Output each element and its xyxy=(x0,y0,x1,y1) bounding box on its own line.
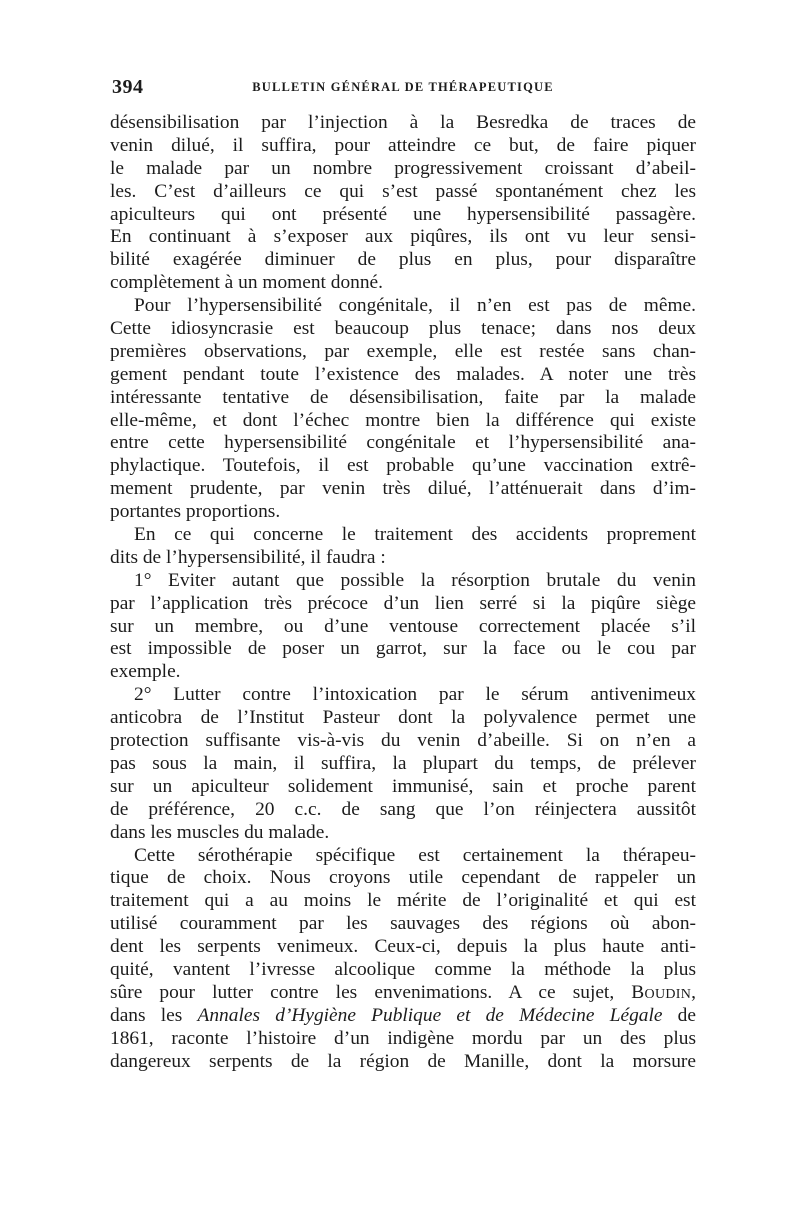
text-line: intéressante tentative de désensibilisation, faite par la malade xyxy=(110,386,696,408)
running-title: BULLETIN GÉNÉRAL DE THÉRAPEUTIQUE xyxy=(252,80,554,94)
text-line: utilisé couramment par les sauvages des régions où abon- xyxy=(110,913,696,935)
text-line: gement pendant toute l’existence des malades. A noter une très xyxy=(110,363,696,385)
text-line: Pour l’hypersensibilité congénitale, il n’en est pas de même. xyxy=(134,295,696,317)
text-line: sur un apiculteur solidement immunisé, sain et proche parent xyxy=(110,775,696,797)
text-line: complètement à un moment donné. xyxy=(110,272,384,294)
text-line: quité, vantent l’ivresse alcoolique comme la méthode la plus xyxy=(110,958,696,980)
line-text: de xyxy=(662,1004,696,1026)
body-text xyxy=(110,112,696,1073)
text-line: dent les serpents venimeux. Ceux-ci, depuis la plus haute anti- xyxy=(110,936,696,958)
text-line: Cette idiosyncrasie est beaucoup plus tenace; dans nos deux xyxy=(110,318,696,340)
journal-title: Annales d’Hygiène Publique et de Médecine Légale xyxy=(197,1004,663,1026)
text-line: les. C’est d’ailleurs ce qui s’est passé spontanément chez les xyxy=(110,180,696,202)
text-line-author xyxy=(110,982,696,1005)
text-line: apiculteurs qui ont présenté une hypersensibilité passagère. xyxy=(110,203,696,225)
line-text: dans les xyxy=(110,1004,198,1026)
author-name: Boudin xyxy=(631,981,692,1003)
page-header xyxy=(112,76,694,100)
text-line: 2° Lutter contre l’intoxication par le sérum antivenimeux xyxy=(134,684,696,706)
text-line: bilité exagérée diminuer de plus en plus, pour disparaître xyxy=(110,249,696,271)
text-line: protection suffisante vis-à-vis du venin d’abeille. Si on n’en a xyxy=(110,730,696,752)
text-line: exemple. xyxy=(110,661,181,683)
text-line: est impossible de poser un garrot, sur la face ou le cou par xyxy=(110,638,696,660)
text-line: désensibilisation par l’injection à la Besredka de traces de xyxy=(110,112,696,133)
text-line: anticobra de l’Institut Pasteur dont la polyvalence permet une xyxy=(110,707,696,729)
text-line: pas sous la main, il suffira, la plupart du temps, de prélever xyxy=(110,752,696,774)
text-line: premières observations, par exemple, elle est restée sans chan- xyxy=(110,340,696,362)
text-line: par l’application très précoce d’un lien serré si la piqûre siège xyxy=(110,592,696,614)
text-line: dangereux serpents de la région de Manille, dont la morsure xyxy=(110,1050,696,1072)
text-line: sur un membre, ou d’une ventouse correctement placée s’il xyxy=(110,615,696,637)
text-line: tique de choix. Nous croyons utile cependant de rappeler un xyxy=(110,867,696,889)
page-number: 394 xyxy=(112,76,144,98)
text-line: entre cette hypersensibilité congénitale et l’hypersensibilité ana- xyxy=(110,432,696,454)
text-line: le malade par un nombre progressivement croissant d’abeil- xyxy=(110,157,696,179)
text-line: portantes proportions. xyxy=(110,501,281,523)
text-line: 1° Eviter autant que possible la résorption brutale du venin xyxy=(134,569,696,591)
text-line: dits de l’hypersensibilité, il faudra : xyxy=(110,546,386,568)
line-text: sûre pour lutter contre les envenimations. A ce sujet, xyxy=(110,981,632,1003)
text-line: dans les muscles du malade. xyxy=(110,821,330,843)
text-line: de préférence, 20 c.c. de sang que l’on réinjectera aussitôt xyxy=(110,798,696,820)
text-line: Cette sérothérapie spécifique est certainement la thérapeu- xyxy=(134,844,696,866)
text-line: venin dilué, il suffira, pour atteindre ce but, de faire piquer xyxy=(110,134,696,156)
line-text: , xyxy=(691,981,696,1003)
text-line-journal xyxy=(110,1005,696,1028)
text-line: mement prudente, par venin très dilué, l’atténuerait dans d’im- xyxy=(110,478,696,500)
text-line: phylactique. Toutefois, il est probable qu’une vaccination extrê- xyxy=(110,455,696,477)
text-line: traitement qui a au moins le mérite de l’originalité et qui est xyxy=(110,890,696,912)
text-line: elle-même, et dont l’échec montre bien la différence qui existe xyxy=(110,409,696,431)
text-line: 1861, raconte l’histoire d’un indigène mordu par un des plus xyxy=(110,1027,696,1049)
text-line: En ce qui concerne le traitement des accidents proprement xyxy=(134,524,696,546)
text-line: En continuant à s’exposer aux piqûres, ils ont vu leur sensi- xyxy=(110,226,696,248)
